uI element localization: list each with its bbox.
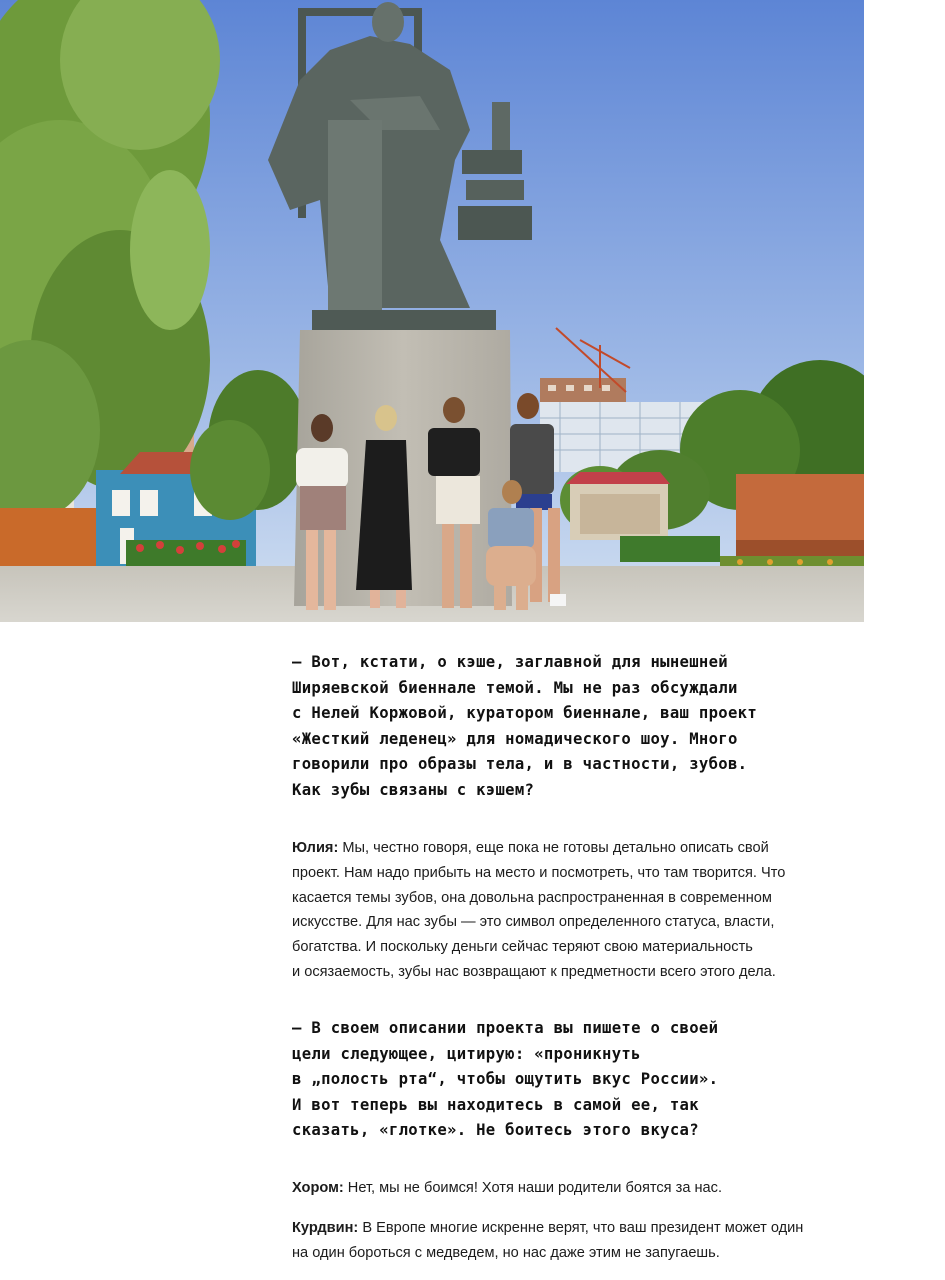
interview-answer-3 <box>292 1216 803 1266</box>
interview-answer-1 <box>292 836 785 985</box>
interview-answer-2 <box>292 1176 722 1201</box>
orange-wall-left <box>0 508 100 568</box>
speaker-name: Курдвин: <box>292 1220 359 1236</box>
answer-text: В Европе многие искренне верят, что ваш президент может один на один бороться с медведем, но нас даже этим не запугаешь. <box>292 1220 804 1261</box>
speaker-name: Хором: <box>292 1180 344 1196</box>
speaker-name: Юлия: <box>292 840 339 856</box>
flower-bed <box>126 540 246 566</box>
answer-text: Мы, честно говоря, еще пока не готовы детально описать свой проект. Нам надо прибыть на место и посмотреть, что там творится. Что касается темы зубов, она довольна распространенная в современном искусстве. Для нас зубы — это символ определенного статуса, власти, богатства. И поскольку деньги сейчас теряют свою материальность и осязаемость, зубы нас возвращают к предметности всего этого дела. <box>292 840 786 980</box>
answer-text: Нет, мы не боимся! Хотя наши родители боятся за нас. <box>343 1180 723 1196</box>
small-house <box>566 472 670 540</box>
interview-question-2: — В своем описании проекта вы пишете о своей цели следующее, цитирую: «проникнуть в „полость рта“, чтобы ощутить вкус России». И вот теперь вы находитесь в самой ее, так сказать, «глотке». Не боитесь этого вкуса? <box>292 1019 719 1140</box>
interview-question-1: — Вот, кстати, о кэше, заглавной для нынешней Ширяевской биеннале темой. Мы не раз обсуждали с Нелей Коржовой, куратором биеннале, ваш проект «Жесткий леденец» для номадического шоу. Много говорили про образы тела, и в частности, зубов. Как зубы связаны с кэшем? <box>292 653 758 799</box>
brick-building <box>736 474 864 558</box>
article-photo <box>0 0 864 622</box>
